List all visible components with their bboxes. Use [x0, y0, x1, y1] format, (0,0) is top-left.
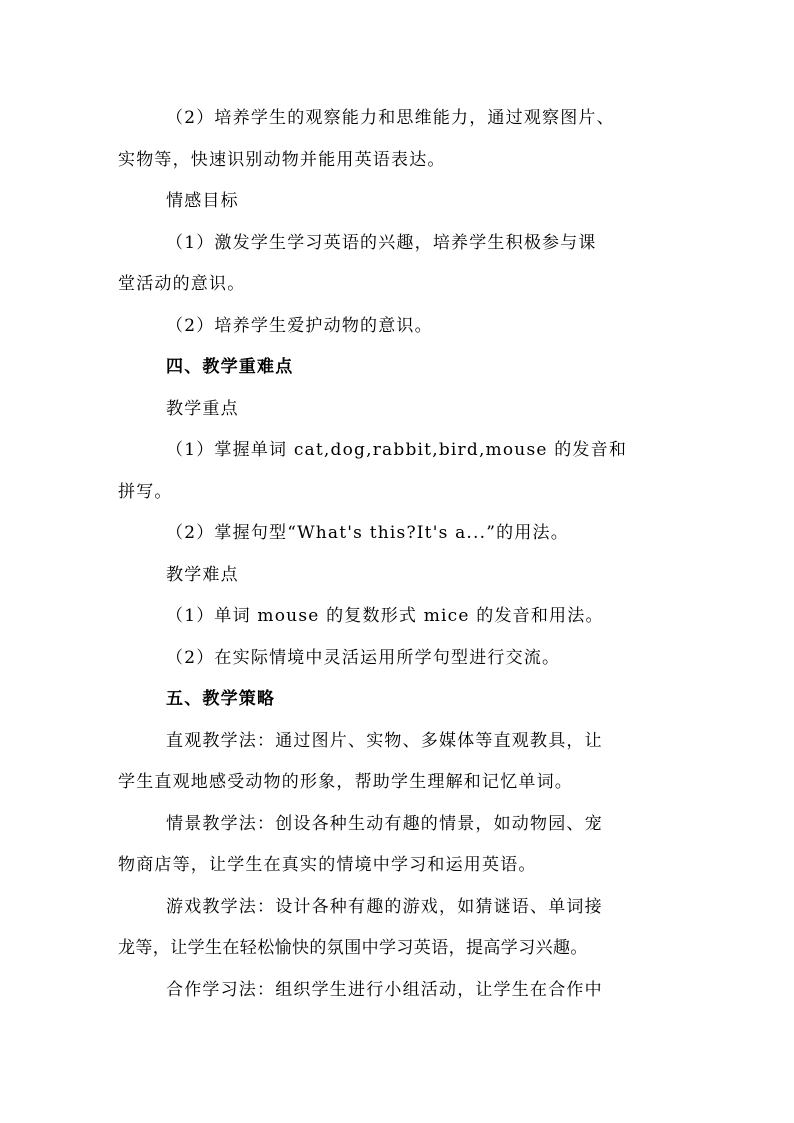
paragraph-line: （2）在实际情境中灵活运用所学句型进行交流。 — [166, 647, 561, 668]
paragraph-line: 游戏教学法：设计各种有趣的游戏，如猜谜语、单词接 — [166, 896, 603, 917]
paragraph-line: 实物等，快速识别动物并能用英语表达。 — [118, 149, 446, 170]
paragraph-line: 情景教学法：创设各种生动有趣的情景，如动物园、宠 — [166, 813, 603, 834]
paragraph-line: 拼写。 — [118, 481, 173, 502]
paragraph-line: 学生直观地感受动物的形象，帮助学生理解和记忆单词。 — [118, 772, 573, 792]
paragraph-line: （2）培养学生的观察能力和思维能力，通过观察图片、 — [166, 108, 615, 128]
section-heading-key-difficulties: 四、教学重难点 — [166, 357, 294, 377]
paragraph-line: （2）掌握句型“What's this?It's a...”的用法。 — [166, 523, 569, 543]
paragraph-line: （1）掌握单词 cat,dog,rabbit,bird,mouse 的发音和 — [166, 440, 628, 460]
paragraph-line: 龙等，让学生在轻松愉快的氛围中学习英语，提高学习兴趣。 — [118, 938, 588, 958]
paragraph-line: 堂活动的意识。 — [118, 274, 246, 294]
paragraph-line: （2）培养学生爱护动物的意识。 — [166, 315, 433, 336]
paragraph-line: 直观教学法：通过图片、实物、多媒体等直观教具，让 — [166, 730, 603, 751]
subheading-emotional-goals: 情感目标 — [166, 191, 239, 211]
subheading-key-points: 教学重点 — [166, 398, 239, 419]
paragraph-line: （1）激发学生学习英语的兴趣，培养学生积极参与课 — [166, 232, 597, 253]
paragraph-line: 物商店等，让学生在真实的情境中学习和运用英语。 — [118, 855, 537, 875]
subheading-difficulties: 教学难点 — [166, 564, 239, 585]
paragraph-line: （1）单词 mouse 的复数形式 mice 的发音和用法。 — [166, 606, 604, 626]
paragraph-line: 合作学习法：组织学生进行小组活动，让学生在合作中 — [166, 979, 603, 1000]
section-heading-teaching-strategy: 五、教学策略 — [166, 689, 276, 709]
document-body — [118, 98, 678, 1011]
